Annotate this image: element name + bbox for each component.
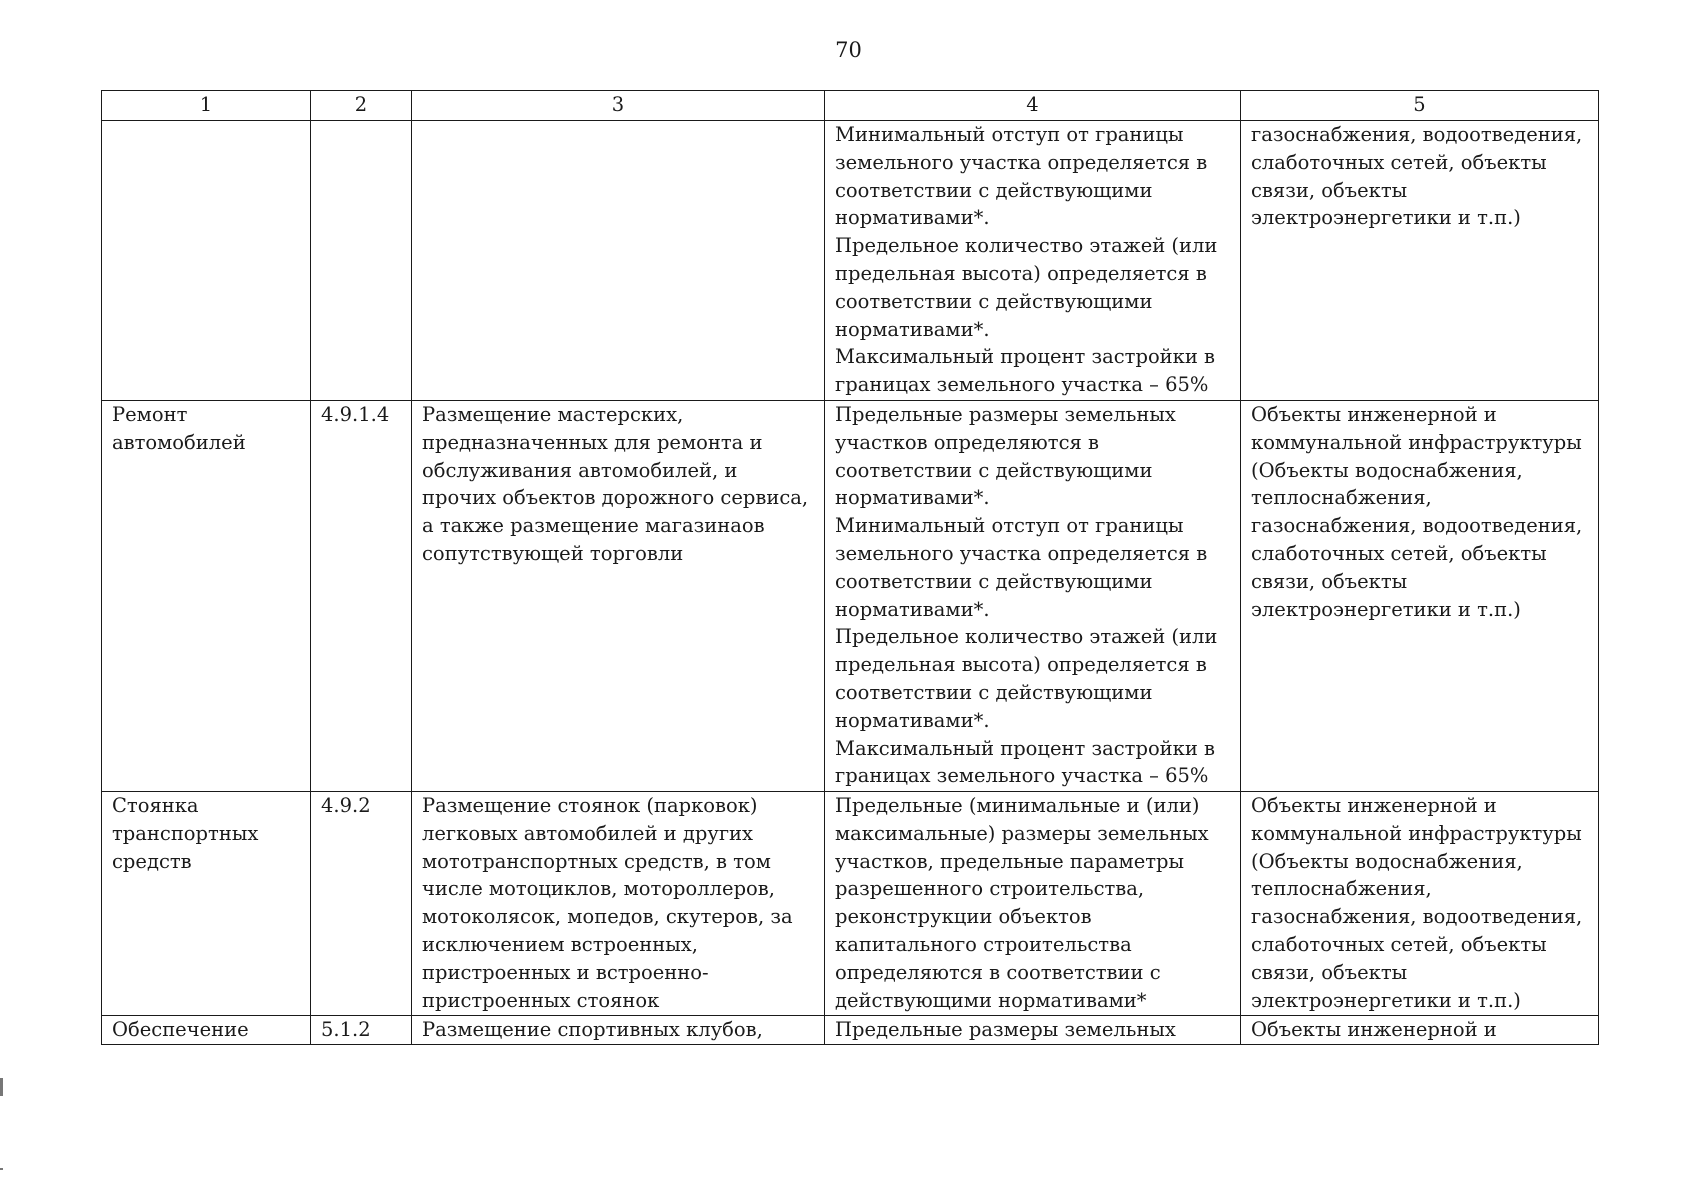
cell-parameters [825,792,1241,1016]
cell-parameters [825,401,1241,792]
cell-text: 4.9.1.4 [321,403,390,426]
cell-text: Ремонт автомобилей [112,403,246,454]
cell-text: 4.9.2 [321,794,371,817]
cell-text: Объекты инженерной и коммунальной инфраструктуры (Объекты водоснабжения, теплоснабжения, газоснабжения, водоотведения, слаботочных сетей, объекты связи, объекты электроэнергетики и т.п.) [1251,403,1583,621]
cell-text: Предельные размеры земельных [835,1018,1176,1041]
cell-use-description [412,401,825,792]
cell-use-code [311,792,412,1016]
table-header-row [102,91,1599,121]
zoning-regulations-table [101,90,1599,1045]
column-header-4: 4 [825,91,1241,121]
cell-auxiliary-objects [1241,1016,1599,1045]
cell-text: 5.1.2 [321,1018,371,1041]
cell-use-name [102,792,311,1016]
cell-auxiliary-objects [1241,401,1599,792]
column-header-3: 3 [412,91,825,121]
table-row [102,1016,1599,1045]
scan-margin-mark [0,1168,3,1170]
page-number: 70 [835,38,862,62]
cell-use-name [102,1016,311,1045]
cell-text: Минимальный отступ от границы земельного участка определяется в соответствии с действующими нормативами*. Предельное количество этажей (или предельная высота) определяется в соответствии с действующими нормативами*. Максимальный процент застройки в границах земельного участка – 65% [835,123,1218,397]
table-row [102,792,1599,1016]
cell-auxiliary-objects [1241,121,1599,401]
cell-use-code [311,401,412,792]
cell-text: Размещение стоянок (парковок) легковых автомобилей и других мототранспортных средств, в том числе мотоциклов, мотороллеров, мотоколясок, мопедов, скутеров, за исключением встроенных, пристроенных и встроенно- пристроенных стоянок [422,794,793,1012]
cell-use-code [311,1016,412,1045]
cell-text: Предельные (минимальные и (или) максимальные) размеры земельных участков, предельные параметры разрешенного строительства, реконструкции объектов капитального строительства определяются в соответствии с действующими нормативами* [835,794,1209,1012]
cell-use-description [412,121,825,401]
cell-use-code [311,121,412,401]
cell-parameters [825,1016,1241,1045]
cell-use-description [412,792,825,1016]
cell-use-name [102,121,311,401]
cell-text: Объекты инженерной и [1251,1018,1497,1041]
table-row [102,401,1599,792]
cell-text: газоснабжения, водоотведения, слаботочных сетей, объекты связи, объекты электроэнергетики и т.п.) [1251,123,1583,230]
cell-text: Стоянка транспортных средств [112,794,259,873]
cell-parameters [825,121,1241,401]
scan-margin-mark [0,1078,3,1096]
cell-use-name [102,401,311,792]
column-header-2: 2 [311,91,412,121]
column-header-5: 5 [1241,91,1599,121]
table-row [102,121,1599,401]
cell-text: Обеспечение [112,1018,249,1041]
column-header-1: 1 [102,91,311,121]
cell-text: Размещение спортивных клубов, [422,1018,763,1041]
cell-text: Объекты инженерной и коммунальной инфраструктуры (Объекты водоснабжения, теплоснабжения, газоснабжения, водоотведения, слаботочных сетей, объекты связи, объекты электроэнергетики и т.п.) [1251,794,1583,1012]
cell-auxiliary-objects [1241,792,1599,1016]
cell-text: Размещение мастерских, предназначенных для ремонта и обслуживания автомобилей, и прочих объектов дорожного сервиса, а также размещение магазинаов сопутствующей торговли [422,403,809,565]
cell-use-description [412,1016,825,1045]
cell-text: Предельные размеры земельных участков определяются в соответствии с действующими нормативами*. Минимальный отступ от границы земельного участка определяется в соответствии с действующими нормативами*. Предельное количество этажей (или предельная высота) определяется в соответствии с действующими нормативами*. Максимальный процент застройки в границах земельного участка – 65% [835,403,1218,788]
